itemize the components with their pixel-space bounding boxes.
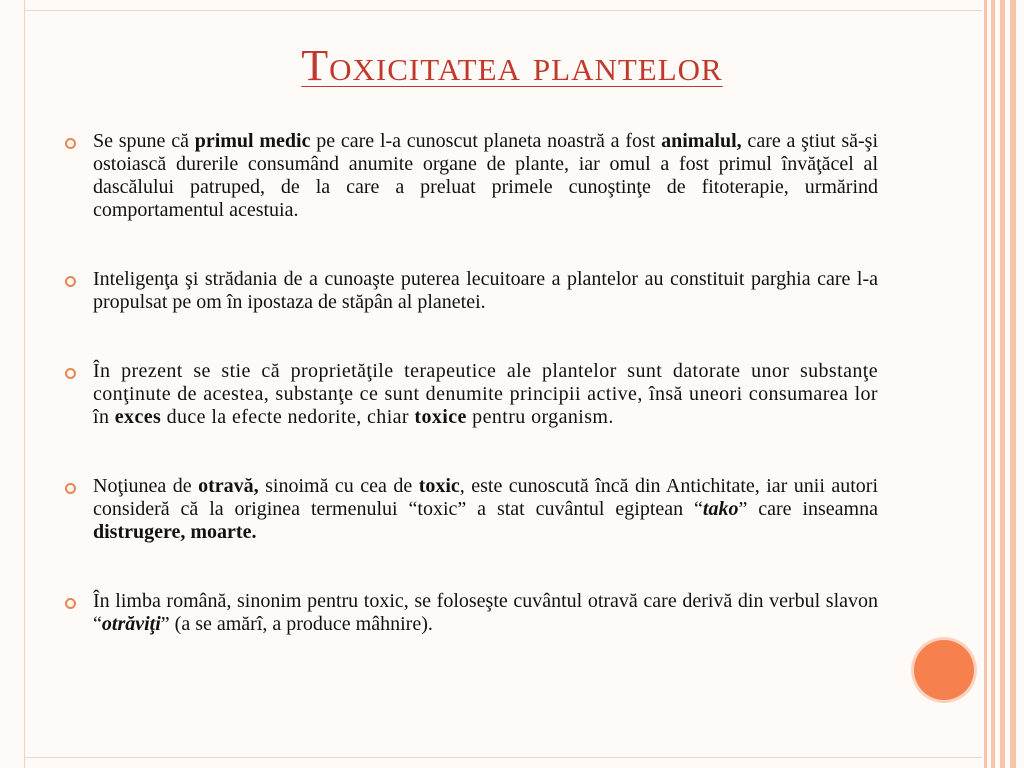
bold-text: distrugere, moarte. [93, 521, 257, 543]
frame-left-line [24, 0, 25, 768]
text-segment: Noţiunea de [93, 475, 199, 497]
bold-text [703, 498, 739, 520]
stripe [1000, 0, 1005, 768]
bold-text [102, 613, 161, 635]
bullet-icon [65, 598, 76, 609]
bold-text: toxic [418, 475, 460, 497]
bullet-icon [65, 483, 76, 494]
emphasis-text: otrăviţi [101, 613, 161, 635]
frame-bottom-line [24, 757, 982, 758]
text-segment: , este cunoscută încă din Antichitate, iar unii autori consideră că la originea termenului “toxic” a stat cuvântul egiptean “ [93, 475, 879, 520]
text-segment: sinoimă cu cea de [258, 475, 419, 497]
text-segment: ” care inseamna [738, 498, 878, 520]
stripe [1010, 0, 1016, 768]
bullet-list [64, 130, 878, 636]
bullet-item [64, 130, 878, 222]
bold-text: animalul, [661, 130, 742, 152]
emphasis-text: tako [702, 498, 739, 520]
bullet-text [93, 360, 878, 428]
bullet-icon [65, 368, 76, 379]
bullet-text [93, 590, 878, 635]
slide-title: Toxicitatea plantelor [301, 41, 723, 90]
text-segment: pe care l-a cunoscut planeta noastră a fost [310, 130, 662, 152]
text-segment: duce la efecte nedorite, chiar [161, 406, 415, 428]
bold-text: toxice [414, 406, 467, 428]
frame-top-line [24, 10, 982, 11]
text-segment: Se spune că [93, 130, 195, 152]
bullet-item [64, 590, 878, 636]
bullet-icon [65, 138, 76, 149]
decorative-circle [914, 640, 974, 700]
text-segment: Inteligenţa şi strădania de a cunoaşte puterea lecuitoare a plantelor au constituit parghia care l-a propulsat pe om în ipostaza de stăpân al planetei. [93, 268, 878, 313]
text-segment: ” (a se amărî, a produce mâhnire). [160, 613, 433, 635]
bullet-text [93, 130, 878, 221]
bullet-text [93, 268, 878, 313]
bold-text: exces [114, 406, 162, 428]
text-segment: În prezent se stie că proprietăţile terapeutice ale plantelor sunt datorate unor substanţe conţinute de acestea, substanţe ce sunt denumite principii active, însă uneori consumarea lor în [93, 360, 878, 428]
bold-text: otravă, [198, 475, 259, 497]
stripe [984, 0, 987, 768]
text-segment: În limba română, sinonim pentru toxic, se foloseşte cuvântul otravă care derivă din verbul slavon “ [93, 590, 878, 635]
bold-text: primul medic [194, 130, 311, 152]
bullet-item [64, 268, 878, 314]
bullet-item [64, 475, 878, 544]
bullet-icon [65, 276, 76, 287]
text-segment: care a ştiut să-şi ostoiască durerile consumând anumite organe de plante, iar omul a fost primul învăţăcel al dascălului patruped, de la care a preluat primele cunoştinţe de fitoterapie, urmărind comportamentul acestuia. [93, 130, 879, 221]
stripe [991, 0, 995, 768]
decorative-stripes [982, 0, 1024, 768]
bullet-text [93, 475, 878, 543]
bullet-item [64, 360, 878, 429]
text-segment: pentru organism. [466, 406, 614, 428]
